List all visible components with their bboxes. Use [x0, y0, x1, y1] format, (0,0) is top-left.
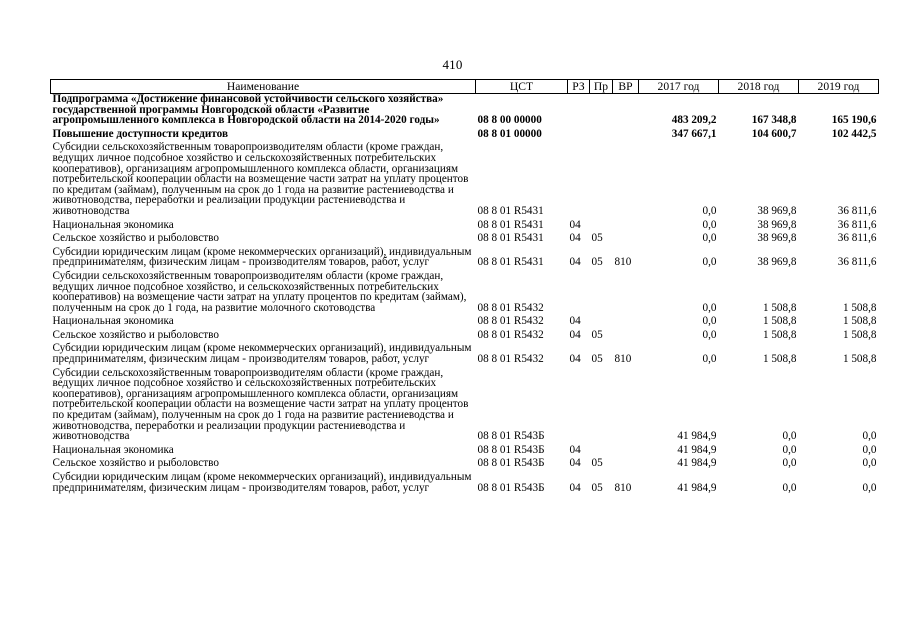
table-row: [51, 230, 879, 244]
table-row: [51, 126, 879, 140]
row-value-2017: 0,0: [702, 204, 717, 217]
row-value-2018: 38 969,8: [757, 204, 797, 217]
row-name: Национальная экономика: [52, 218, 174, 231]
header-vr: ВР: [613, 80, 639, 94]
row-code: 08 8 01 R5432: [477, 315, 544, 328]
header-name: Наименование: [51, 80, 476, 94]
row-rz: [568, 139, 590, 216]
row-value-2018: 1 508,8: [762, 301, 797, 314]
row-value-2017: 0,0: [702, 328, 717, 341]
row-value-2019: 1 508,8: [842, 353, 877, 366]
table-row: [51, 313, 879, 327]
row-rz: [568, 365, 590, 442]
row-value-2018: 1 508,8: [762, 315, 797, 328]
header-code: ЦСТ: [476, 80, 568, 94]
row-name: Национальная экономика: [52, 315, 174, 328]
table-row: [51, 455, 879, 469]
row-rz: 04: [569, 256, 581, 269]
row-vr: [613, 442, 639, 456]
row-pr: 05: [591, 328, 603, 341]
table-row: [51, 268, 879, 313]
row-value-2017: 41 984,9: [677, 430, 717, 443]
row-value-2018: 0,0: [782, 430, 797, 443]
row-value-2018: 0,0: [782, 457, 797, 470]
row-name: Субсидии юридическим лицам (кроме некоммерческих организаций), индивидуальным предпринимателям, физическим лицам - производителям товаров, работ, услуг: [52, 471, 472, 494]
row-value-2019: 0,0: [862, 457, 877, 470]
row-rz: 04: [569, 353, 581, 366]
table-row: [51, 442, 879, 456]
row-name: Сельское хозяйство и рыболовство: [52, 232, 219, 245]
row-pr: 05: [591, 353, 603, 366]
row-code: 08 8 01 R543Б: [477, 481, 545, 494]
row-vr: [613, 217, 639, 231]
row-value-2018: 38 969,8: [757, 232, 797, 245]
row-value-2019: 0,0: [862, 443, 877, 456]
row-name: Сельское хозяйство и рыболовство: [52, 328, 219, 341]
row-code: 08 8 01 R5431: [477, 232, 544, 245]
row-rz: 04: [569, 481, 581, 494]
row-pr: [590, 217, 613, 231]
row-value-2019: 36 811,6: [837, 218, 877, 231]
table-body: [51, 94, 879, 494]
row-name: Подпрограмма «Достижение финансовой устойчивости сельского хозяйства» государственной программы Новгородской области «Развитие агропромышленного комплекса в Новгородской области на 2014-2020 годы»: [52, 93, 444, 127]
row-name: Субсидии сельскохозяйственным товаропроизводителям области (кроме граждан, ведущих личное подсобное хозяйство, и сельскохозяйственных потребительских кооперативов) на возмещение части затрат на уплату процентов по кредитам (займам), полученным на срок до 1 года, на развитие молочного скотоводства: [52, 269, 467, 314]
row-code: 08 8 01 R543Б: [477, 443, 545, 456]
table-header-row: [51, 80, 879, 94]
row-pr: [590, 442, 613, 456]
row-vr: [613, 230, 639, 244]
row-value-2019: 36 811,6: [837, 256, 877, 269]
row-value-2018: 0,0: [782, 443, 797, 456]
row-rz: [568, 126, 590, 140]
header-pr: Пр: [590, 80, 613, 94]
row-value-2017: 0,0: [702, 218, 717, 231]
row-value-2017: 0,0: [702, 315, 717, 328]
row-name: Сельское хозяйство и рыболовство: [52, 457, 219, 470]
row-name: Субсидии сельскохозяйственным товаропроизводителям области (кроме граждан, ведущих личное подсобное хозяйство и сельскохозяйственных потребительских кооперативов), организациям агропромышленного комплекса области, организациям потребительской кооперации области на возмещение части затрат на уплату процентов по кредитам (займам), полученным на срок до 1 года на развитие растениеводства и животноводства, переработки и реализации продукции растениеводства и животноводства: [52, 141, 469, 217]
row-pr: [590, 139, 613, 216]
row-vr: [613, 268, 639, 313]
row-vr: 810: [614, 256, 632, 269]
header-rz: РЗ: [568, 80, 590, 94]
row-vr: [613, 455, 639, 469]
row-rz: 04: [569, 443, 581, 456]
row-pr: 05: [591, 481, 603, 494]
header-2019: 2019 год: [799, 80, 879, 94]
row-value-2018: 1 508,8: [762, 328, 797, 341]
row-pr: [590, 126, 613, 140]
table-row: [51, 244, 879, 268]
table-row: [51, 217, 879, 231]
row-value-2018: 104 600,7: [751, 127, 797, 140]
row-value-2017: 347 667,1: [671, 127, 717, 140]
row-vr: [613, 126, 639, 140]
table-row: [51, 94, 879, 126]
row-value-2018: 167 348,8: [751, 114, 797, 127]
table-row: [51, 327, 879, 341]
row-rz: [568, 268, 590, 313]
row-value-2017: 0,0: [702, 256, 717, 269]
row-rz: [568, 94, 590, 126]
row-value-2019: 1 508,8: [842, 301, 877, 314]
row-value-2018: 0,0: [782, 481, 797, 494]
row-code: 08 8 01 R543Б: [477, 457, 545, 470]
row-name: Субсидии юридическим лицам (кроме некоммерческих организаций), индивидуальным предпринимателям, физическим лицам - производителям товаров, работ, услуг: [52, 342, 472, 366]
row-pr: 05: [591, 232, 603, 245]
row-vr: [613, 139, 639, 216]
row-value-2019: 0,0: [862, 481, 877, 494]
row-code: 08 8 01 R5431: [477, 204, 544, 217]
header-2018: 2018 год: [719, 80, 799, 94]
row-value-2019: 36 811,6: [837, 232, 877, 245]
table-row: [51, 365, 879, 442]
row-vr: [613, 327, 639, 341]
row-value-2017: 0,0: [702, 232, 717, 245]
row-vr: 810: [614, 353, 632, 366]
row-value-2017: 483 209,2: [671, 114, 717, 127]
row-pr: [590, 365, 613, 442]
row-value-2019: 1 508,8: [842, 315, 877, 328]
row-pr: [590, 94, 613, 126]
row-code: 08 8 00 00000: [477, 114, 542, 127]
row-pr: [590, 313, 613, 327]
row-value-2017: 41 984,9: [677, 457, 717, 470]
row-rz: 04: [569, 315, 581, 328]
row-value-2017: 0,0: [702, 353, 717, 366]
row-value-2017: 41 984,9: [677, 443, 717, 456]
row-pr: 05: [591, 457, 603, 470]
row-value-2017: 0,0: [702, 301, 717, 314]
row-vr: [613, 365, 639, 442]
row-vr: [613, 313, 639, 327]
row-value-2018: 1 508,8: [762, 353, 797, 366]
row-value-2018: 38 969,8: [757, 256, 797, 269]
row-pr: [590, 268, 613, 313]
row-name: Субсидии сельскохозяйственным товаропроизводителям области (кроме граждан, ведущих личное подсобное хозяйство и сельскохозяйственных потребительских кооперативов), организациям агропромышленного комплекса области, организациям потребительской кооперации области на возмещение части затрат на уплату процентов по кредитам (займам), полученным на срок до 1 года на развитие растениеводства и животноводства, переработки и реализации продукции растениеводства и животноводства: [52, 366, 469, 443]
row-value-2019: 102 442,5: [831, 127, 877, 140]
row-code: 08 8 01 R5431: [477, 218, 544, 231]
page-number: 410: [442, 57, 463, 72]
row-code: 08 8 01 R5432: [477, 353, 544, 366]
table-row: [51, 340, 879, 364]
row-value-2019: 165 190,6: [831, 114, 877, 127]
budget-table: [50, 79, 879, 493]
row-code: 08 8 01 00000: [477, 127, 542, 140]
row-vr: 810: [614, 481, 632, 494]
row-value-2018: 38 969,8: [757, 218, 797, 231]
row-name: Повышение доступности кредитов: [52, 127, 229, 140]
row-value-2019: 0,0: [862, 430, 877, 443]
row-vr: [613, 94, 639, 126]
row-value-2019: 1 508,8: [842, 328, 877, 341]
row-code: 08 8 01 R5432: [477, 301, 544, 314]
row-value-2019: 36 811,6: [837, 204, 877, 217]
table-row: [51, 139, 879, 216]
row-code: 08 8 01 R5431: [477, 256, 544, 269]
row-rz: 04: [569, 218, 581, 231]
row-code: 08 8 01 R543Б: [477, 430, 545, 443]
row-value-2017: 41 984,9: [677, 481, 717, 494]
row-name: Субсидии юридическим лицам (кроме некоммерческих организаций), индивидуальным предпринимателям, физическим лицам - производителям товаров, работ, услуг: [52, 245, 472, 269]
row-pr: 05: [591, 256, 603, 269]
header-2017: 2017 год: [639, 80, 719, 94]
table-row: [51, 469, 879, 493]
row-rz: 04: [569, 328, 581, 341]
row-name: Национальная экономика: [52, 443, 174, 456]
row-rz: 04: [569, 457, 581, 470]
row-rz: 04: [569, 232, 581, 245]
row-code: 08 8 01 R5432: [477, 328, 544, 341]
